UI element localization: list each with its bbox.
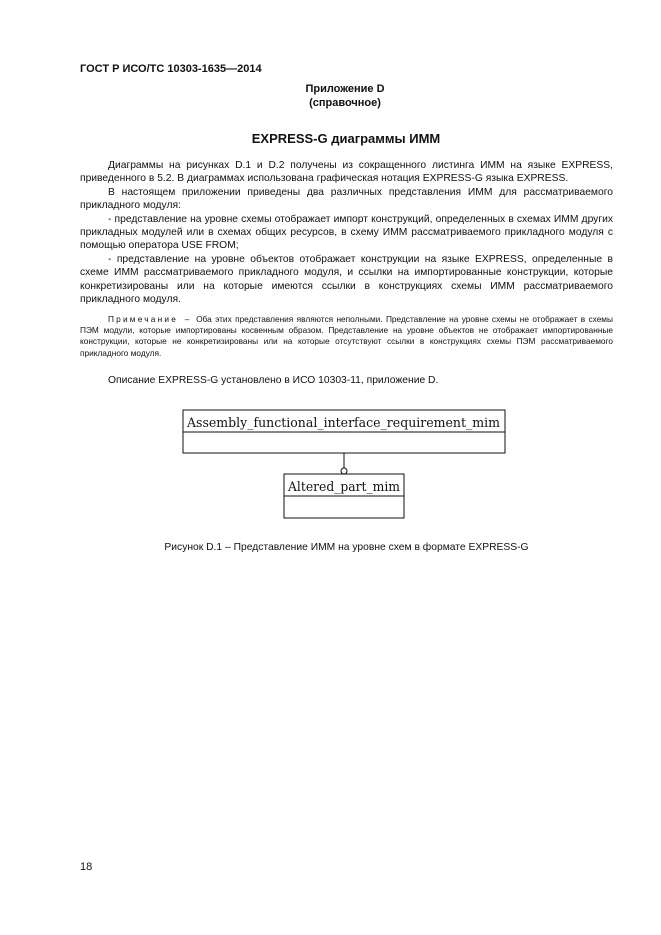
entity-label: Assembly_functional_interface_requirement_mim — [186, 416, 500, 431]
reference-text: Описание EXPRESS-G установлено в ИСО 10303-11, приложение D. — [108, 375, 439, 386]
connector-circle — [341, 468, 347, 474]
section-title: EXPRESS-G диаграммы ИММ — [251, 131, 441, 146]
paragraph: Диаграммы на рисунках D.1 и D.2 получены из сокращенного листинга ИММ на языке EXPRESS, приведенного в 5.2. В диаграммах использована графическая нотация EXPRESS-G языка EXPRESS. — [80, 160, 613, 185]
appendix-title: Приложение D — [305, 83, 385, 95]
note-dash: – — [184, 314, 190, 324]
appendix-type: (справочное) — [309, 97, 381, 109]
paragraph: В настоящем приложении приведены два различных представления ИММ для рассматриваемого прикладного модуля: — [80, 186, 613, 212]
figure-caption: Рисунок D.1 – Представление ИММ на уровне схем в формате EXPRESS-G — [164, 542, 529, 553]
paragraph: - представление на уровне схемы отображает импорт конструкций, определенных в схемах ИММ других прикладных модулей или в схемах общих ресурсов, в схему ИММ рассматриваемого прикладного модуля с помощью оператора USE FROM; — [80, 213, 613, 252]
standard-code: ГОСТ Р ИСО/ТС 10303-1635—2014 — [80, 63, 262, 75]
page-number: 18 — [80, 861, 93, 873]
note-text: Оба этих представления являются неполными. Представление на уровне схемы не отображает в схемы ПЭМ модули, которые импортированы косвенным образом. Представление на уровне объектов не отображает импортированные конструкции, которые не конкретизированы или на которые отсутствуют ссылки в конструкциях схемы ПЭМ рассматриваемого прикладного модуля. — [80, 314, 613, 358]
paragraph: - представление на уровне объектов отображает конструкции на языке EXPRESS, определенные в схеме ИММ рассматриваемого прикладного модуля, и ссылки на импортированные конструкции, которые конкретизированы или на которые имеются ссылки в конструкциях схемы ИММ рассматриваемого прикладного модуля. — [80, 253, 613, 306]
entity-box-assembly — [183, 410, 505, 453]
entity-label: Altered_part_mim — [287, 480, 400, 495]
note-label: Примечание — [108, 314, 179, 324]
entity-box-altered-part — [284, 474, 404, 518]
